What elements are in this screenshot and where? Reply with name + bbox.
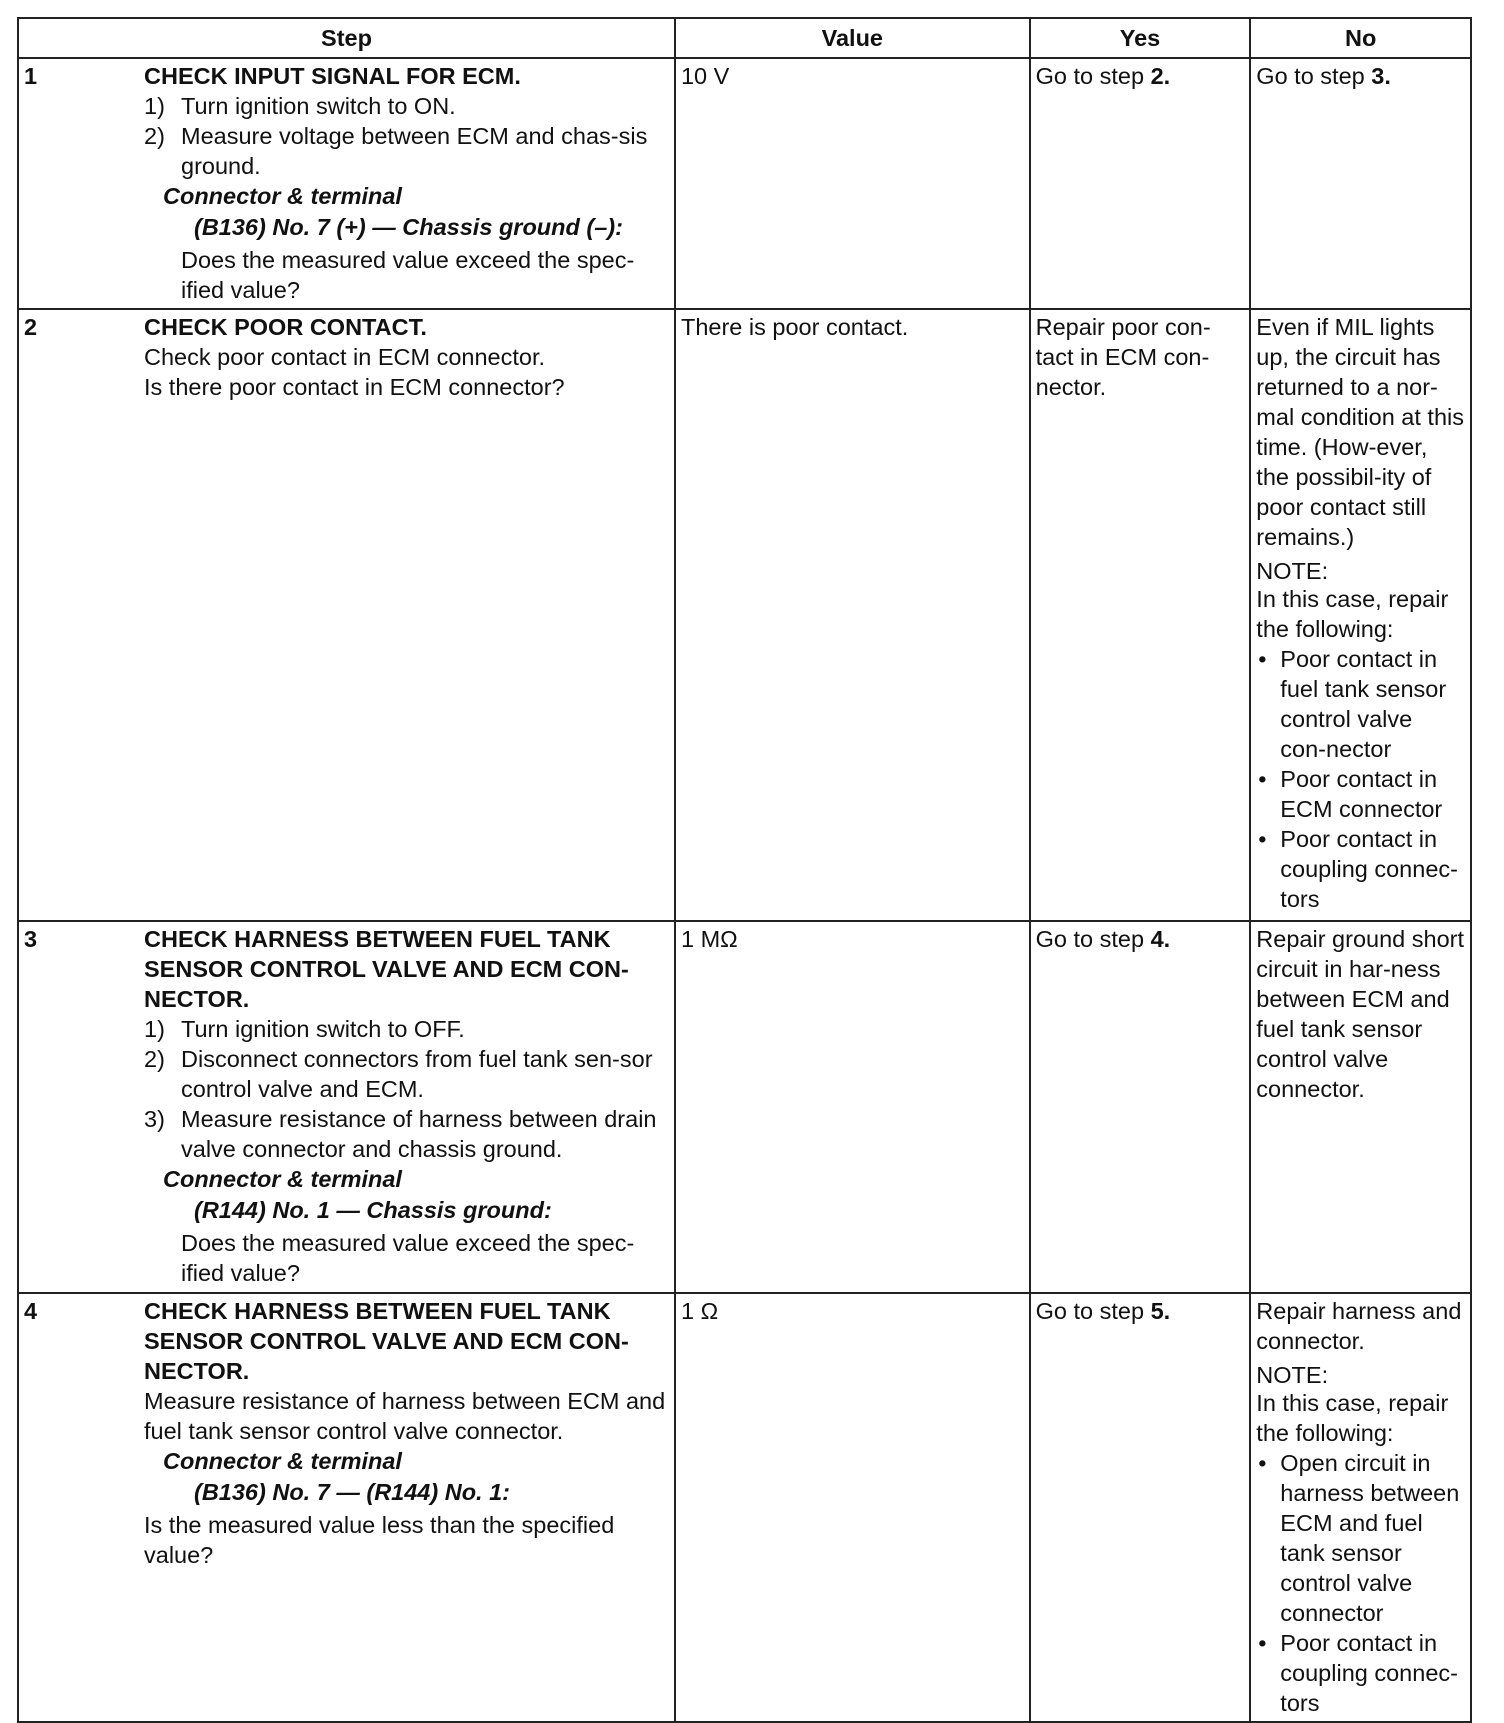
connector-label: Connector & terminal xyxy=(163,1448,402,1474)
connector-label: Connector & terminal xyxy=(163,183,402,209)
bullet-icon: • xyxy=(1258,766,1267,792)
table-row xyxy=(18,309,1471,921)
list-item: 3) Measure resistance of harness between drain valve connector and chassis ground. xyxy=(144,1106,657,1162)
step-instruction: Check poor contact in ECM connector. xyxy=(144,344,546,370)
bullet-icon: • xyxy=(1258,646,1267,672)
no-cell xyxy=(1250,309,1471,921)
value-cell: There is poor contact. xyxy=(675,309,1030,921)
list-item: • Open circuit in harness between ECM and fuel tank sensor control valve connector xyxy=(1258,1450,1460,1626)
no-cell xyxy=(1250,1293,1471,1722)
connector-terminal: (R144) No. 1 — Chassis ground: xyxy=(194,1197,552,1223)
yes-cell: Go to step 5. xyxy=(1030,1293,1251,1722)
yes-cell: Go to step 2. xyxy=(1030,58,1251,309)
step-title: CHECK HARNESS BETWEEN FUEL TANK SENSOR CONTROL VALVE AND ECM CON-NECTOR. xyxy=(144,1298,629,1384)
value-cell: 10 V xyxy=(675,58,1030,309)
list-item: • Poor contact in coupling connec-tors xyxy=(1258,826,1458,912)
no-cell: Go to step 3. xyxy=(1250,58,1471,309)
step-number: 4 xyxy=(24,1298,38,1324)
header-row xyxy=(18,18,1471,58)
step-question: Is the measured value less than the specified value? xyxy=(144,1512,615,1568)
value-cell: 1 Ω xyxy=(675,1293,1030,1722)
header-value: Value xyxy=(675,18,1030,58)
note-intro: In this case, repair the following: xyxy=(1256,586,1449,642)
step-cell xyxy=(18,309,675,921)
step-title: CHECK POOR CONTACT. xyxy=(144,314,427,340)
list-item: • Poor contact in ECM connector xyxy=(1258,766,1443,822)
step-title: CHECK INPUT SIGNAL FOR ECM. xyxy=(144,63,521,89)
connector-terminal: (B136) No. 7 (+) — Chassis ground (–): xyxy=(194,214,623,240)
step-instruction: Measure resistance of harness between ECM and fuel tank sensor control valve connector. xyxy=(144,1388,666,1444)
header-step: Step xyxy=(18,18,675,58)
no-cell: Repair ground short circuit in har-ness between ECM and fuel tank sensor control valve connector. xyxy=(1250,921,1471,1293)
list-item: 1) Turn ignition switch to ON. xyxy=(144,93,456,119)
no-text: Even if MIL lights up, the circuit has returned to a nor-mal condition at this time. (How-ever, the possibil-ity of poor contact still remains.) xyxy=(1256,314,1464,550)
note-intro: In this case, repair the following: xyxy=(1256,1390,1449,1446)
connector-label: Connector & terminal xyxy=(163,1166,402,1192)
bullet-icon: • xyxy=(1258,1450,1267,1476)
header-no: No xyxy=(1250,18,1471,58)
list-item: 2) Measure voltage between ECM and chas-sis ground. xyxy=(144,123,648,179)
step-cell xyxy=(18,1293,675,1722)
header-yes: Yes xyxy=(1030,18,1251,58)
step-number: 1 xyxy=(24,63,38,89)
step-number: 2 xyxy=(24,314,38,340)
step-question: Does the measured value exceed the spec-ified value? xyxy=(181,1230,635,1286)
note-label: NOTE: xyxy=(1256,1362,1329,1388)
step-question: Is there poor contact in ECM connector? xyxy=(144,374,565,400)
table-row xyxy=(18,921,1471,1293)
value-cell: 1 MΩ xyxy=(675,921,1030,1293)
table-row xyxy=(18,58,1471,309)
bullet-icon: • xyxy=(1258,1630,1267,1656)
list-item: 1) Turn ignition switch to OFF. xyxy=(144,1016,465,1042)
bullet-icon: • xyxy=(1258,826,1267,852)
step-title: CHECK HARNESS BETWEEN FUEL TANK SENSOR CONTROL VALVE AND ECM CON-NECTOR. xyxy=(144,926,629,1012)
step-question: Does the measured value exceed the spec-ified value? xyxy=(181,247,635,303)
step-cell xyxy=(18,921,675,1293)
list-item: • Poor contact in fuel tank sensor control valve con-nector xyxy=(1258,646,1447,762)
list-item: 2) Disconnect connectors from fuel tank sen-sor control valve and ECM. xyxy=(144,1046,653,1102)
step-number: 3 xyxy=(24,926,38,952)
list-item: • Poor contact in coupling connec-tors xyxy=(1258,1630,1458,1716)
no-text: Repair harness and connector. xyxy=(1256,1298,1462,1354)
step-cell xyxy=(18,58,675,309)
connector-terminal: (B136) No. 7 — (R144) No. 1: xyxy=(194,1479,511,1505)
yes-cell: Repair poor con-tact in ECM con-nector. xyxy=(1030,309,1251,921)
table-row xyxy=(18,1293,1471,1722)
diagnostic-table xyxy=(17,17,1472,1723)
yes-cell: Go to step 4. xyxy=(1030,921,1251,1293)
note-label: NOTE: xyxy=(1256,558,1329,584)
